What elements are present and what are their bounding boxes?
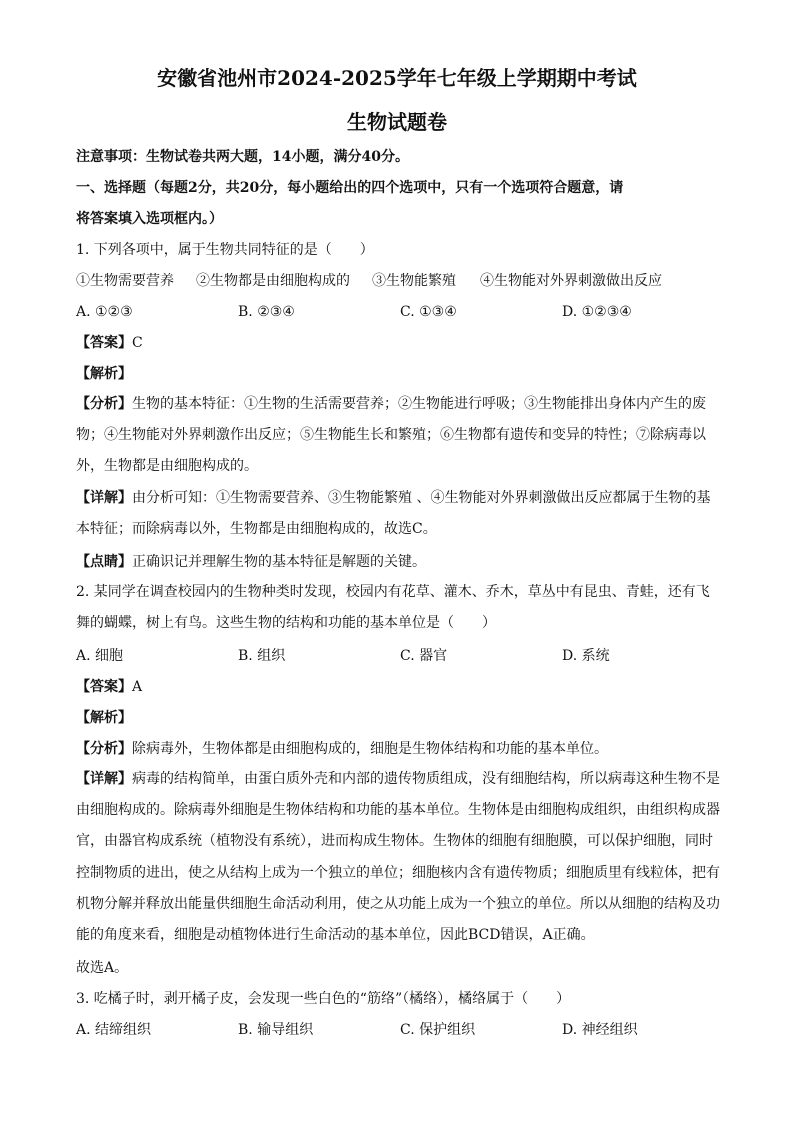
answer-tag: 【答案】 xyxy=(76,335,132,351)
xiangjie-tag: 【详解】 xyxy=(76,771,132,787)
q2-xiangjie-text: 病毒的结构简单，由蛋白质外壳和内部的遗传物质组成，没有细胞结构，所以病毒这种生物不是由细胞构成的。除病毒外细胞是生物体结构和功能的基本单位。生物体是由细胞构成组织，由组织构成器官，由器官构成系统（植物没有系统），进而构成生物体。生物体的细胞有细胞膜，可以保护细胞，同时控制物质的进出，使之从结构上成为一个独立的单位；细胞核内含有遗传物质；细胞质里有线粒体，把有机物分解并释放出能量供细胞生命活动利用，使之从功能上成为一个独立的单位。所以从细胞的结构及功能的角度来看，细胞是动植物体进行生命活动的基本单位，因此BCD错误，A正确。 xyxy=(76,771,720,944)
q2-option-c: C. 器官 xyxy=(400,648,448,664)
q1-option-d: D. ①②③④ xyxy=(562,304,632,320)
section-heading-line2: 将答案填入选项框内。） xyxy=(76,211,223,227)
q1-item-1: ①生物需要营养 xyxy=(76,273,174,289)
q2-answer-value: A xyxy=(132,679,143,695)
q2-answer xyxy=(76,678,142,696)
q3-options xyxy=(76,1021,720,1039)
q1-item-2: ②生物都是由细胞构成的 xyxy=(196,273,350,289)
q2-fenxi xyxy=(76,740,608,758)
q1-xiangjie xyxy=(76,483,720,545)
q2-option-b: B. 组织 xyxy=(238,648,286,664)
fenxi-tag: 【分析】 xyxy=(76,396,132,412)
q2-fenxi-text: 除病毒外，生物体都是由细胞构成的，细胞是生物体结构和功能的基本单位。 xyxy=(132,741,608,757)
q2-option-d: D. 系统 xyxy=(562,648,610,664)
q1-option-b: B. ②③④ xyxy=(238,304,295,320)
q1-answer-value: C xyxy=(132,335,143,351)
q3-option-b: B. 输导组织 xyxy=(238,1022,314,1038)
q3-stem: 3. 吃橘子时，剥开橘子皮，会发现一些白色的“筋络”（橘络），橘络属于（ ） xyxy=(76,991,571,1007)
q2-options xyxy=(76,647,720,665)
q3-option-c: C. 保护组织 xyxy=(400,1022,476,1038)
answer-tag: 【答案】 xyxy=(76,679,132,695)
q1-option-c: C. ①③④ xyxy=(400,304,457,320)
exam-title: 安徽省池州市2024-2025学年七年级上学期期中考试 xyxy=(157,66,637,90)
notice: 注意事项：生物试卷共两大题，14小题，满分40分。 xyxy=(76,149,409,165)
q2-conclusion: 故选A。 xyxy=(76,960,129,976)
dianjing-tag: 【点睛】 xyxy=(76,554,132,570)
q1-item-3: ③生物能繁殖 xyxy=(372,273,456,289)
q1-dianjing xyxy=(76,553,426,571)
q2-stem: 2. 某同学在调查校园内的生物种类时发现，校园内有花草、灌木、乔木，草丛中有昆虫、青蛙，还有飞舞的蝴蝶，树上有鸟。这些生物的结构和功能的基本单位是（ ） xyxy=(76,584,710,632)
q3-option-a: A. 结缔组织 xyxy=(76,1022,152,1038)
q1-fenxi xyxy=(76,389,720,483)
xiangjie-tag: 【详解】 xyxy=(76,490,132,506)
q1-dianjing-text: 正确识记并理解生物的基本特征是解题的关键。 xyxy=(132,554,426,570)
section-heading-line1: 一、选择题（每题2分，共20分，每小题给出的四个选项中，只有一个选项符合题意，请 xyxy=(76,180,624,196)
q1-analysis-label: 【解析】 xyxy=(76,366,132,382)
q1-answer xyxy=(76,334,143,352)
q2-option-a: A. 细胞 xyxy=(76,648,124,664)
q2-xiangjie xyxy=(76,764,720,951)
q1-stem: 1. 下列各项中，属于生物共同特征的是（ ） xyxy=(76,242,374,258)
q3-option-d: D. 神经组织 xyxy=(562,1022,638,1038)
q2-analysis-label: 【解析】 xyxy=(76,710,132,726)
q1-items xyxy=(76,272,720,290)
q1-options xyxy=(76,303,720,321)
q1-option-a: A. ①②③ xyxy=(76,304,133,320)
exam-subtitle: 生物试题卷 xyxy=(347,110,447,134)
q1-xiangjie-text: 由分析可知：①生物需要营养、③生物能繁殖 、④生物能对外界刺激做出反应都属于生物的基本特征；而除病毒以外，生物都是由细胞构成的，故选C。 xyxy=(76,490,711,538)
fenxi-tag: 【分析】 xyxy=(76,741,132,757)
q1-fenxi-text: 生物的基本特征：①生物的生活需要营养；②生物能进行呼吸；③生物能排出身体内产生的废物；④生物能对外界刺激作出反应；⑤生物能生长和繁殖；⑥生物都有遗传和变异的特性；⑦除病毒以外，生物都是由细胞构成的。 xyxy=(76,396,706,475)
q1-item-4: ④生物能对外界刺激做出反应 xyxy=(480,273,662,289)
